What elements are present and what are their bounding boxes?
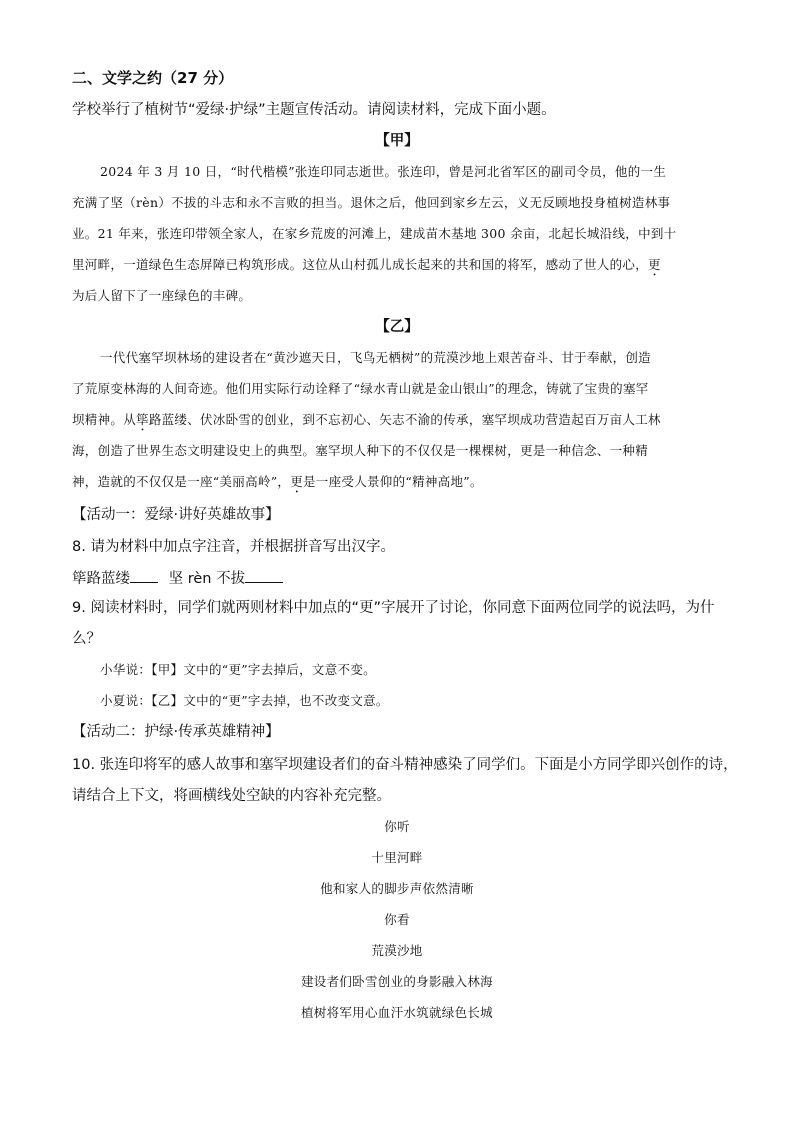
q8-blank-b[interactable] — [245, 568, 283, 583]
passage-a-text: 里河畔，一道绿色生态屏障已构筑形成。这位从山村孤儿成长起来的共和国的将军，感动了世人的心， — [72, 257, 649, 272]
passage-a-line: 充满了坚（rèn）不拔的斗志和永不言败的担当。退休之后，他回到家乡左云，义无反顾地投身植树造林事 — [72, 195, 671, 210]
poem-line: 十里河畔 — [371, 850, 423, 865]
q9-line: 9. 阅读材料时，同学们就两则材料中加点的“更”字展开了讨论，你同意下面两位同学的说法吗，为什 — [72, 600, 715, 616]
passage-a-line — [72, 255, 661, 279]
q8-blank-a[interactable] — [130, 568, 158, 583]
section-title: 二、文学之约（27 分） — [72, 69, 234, 87]
poem-line: 你听 — [384, 819, 410, 834]
q9-xiaoxia: 小夏说：【乙】文中的“更”字去掉，也不改变文意。 — [100, 693, 389, 708]
passage-b-heading: 【乙】 — [375, 319, 419, 335]
passage-b-line: 一代代塞罕坝林场的建设者在“黄沙遮天日，飞鸟无栖树”的荒漠沙地上艰苦奋斗、甘于奉献，创造 — [100, 350, 651, 365]
poem-line: 你看 — [384, 912, 410, 927]
intro-text: 学校举行了植树节“爱绿·护绿”主题宣传活动。请阅读材料，完成下面小题。 — [72, 102, 556, 118]
passage-b-line — [72, 472, 483, 496]
passage-b-line: 了荒原变林海的人间奇迹。他们用实际行动诠释了“绿水青山就是金山银山”的理念，铸就了宝贵的塞罕 — [72, 381, 649, 396]
passage-b-text: 坝精神。从 — [72, 412, 137, 427]
activity-one-heading: 【活动一：爱绿·讲好英雄故事】 — [72, 507, 280, 523]
q10-line: 请结合上下文，将画横线处空缺的内容补充完整。 — [72, 788, 391, 804]
passage-b-text: 路蓝缕、伏冰卧雪的创业，到不忘初心、矢志不渝的传承，塞罕坝成功营造起百万亩人工林 — [148, 412, 661, 427]
passage-a-line: 2024 年 3 月 10 日，“时代楷模”张连印同志逝世。张连印，曾是河北省军区的副司令员，他的一生 — [100, 164, 667, 179]
question-8: 8. 请为材料中加点字注音，并根据拼音写出汉字。 — [72, 539, 395, 555]
poem-line: 荒漠沙地 — [371, 943, 423, 958]
q9-xiaohua: 小华说：【甲】文中的“更”字去掉后，文意不变。 — [100, 662, 376, 677]
poem-line: 植树将军用心血汗水筑就绿色长城 — [300, 1005, 493, 1020]
q9-line: 么？ — [72, 631, 101, 647]
q8-item-a: 筚路蓝缕 — [72, 571, 130, 587]
dotted-char-bi: 筚 — [136, 412, 149, 427]
passage-a-line: 业。21 年来，张连印带领全家人，在家乡荒废的河滩上，建成苗木基地 300 余亩，北起长城沿线，中到十 — [72, 226, 677, 241]
passage-b-text: 是一座受人景仰的“精神高地”。 — [303, 474, 483, 489]
passage-a-heading: 【甲】 — [375, 133, 419, 149]
q8-item-b: 坚 rèn 不拔 — [168, 571, 246, 587]
q10-line: 10. 张连印将军的感人故事和塞罕坝建设者们的奋斗精神感染了同学们。下面是小方同学即兴创作的诗， — [72, 757, 738, 773]
passage-b-line — [72, 410, 661, 434]
passage-b-line: 海，创造了世界生态文明建设史上的典型。塞罕坝人种下的不仅仅是一棵棵树，更是一种信念、一种精 — [72, 443, 649, 458]
question-8-answers — [72, 568, 283, 589]
poem-line: 他和家人的脚步声依然清晰 — [320, 881, 474, 896]
passage-a-line: 为后人留下了一座绿色的丰碑。 — [72, 288, 252, 303]
dotted-char-geng: 更 — [290, 474, 303, 489]
dotted-char-geng: 更 — [648, 257, 661, 272]
poem-line: 建设者们卧雪创业的身影融入林海 — [300, 974, 493, 989]
activity-two-heading: 【活动二：护绿·传承英雄精神】 — [72, 724, 280, 740]
passage-b-text: 神，造就的不仅仅是一座“美丽高岭”， — [72, 474, 291, 489]
